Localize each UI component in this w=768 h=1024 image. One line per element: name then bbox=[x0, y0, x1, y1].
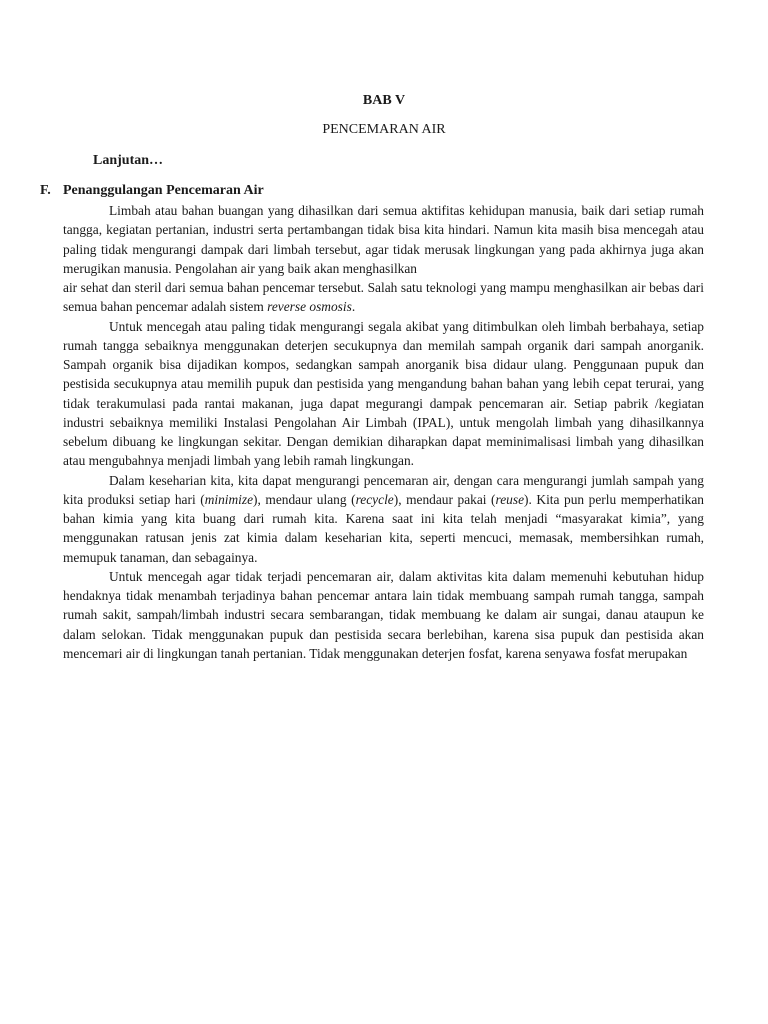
chapter-title: PENCEMARAN AIR bbox=[322, 122, 446, 137]
paragraph-3 bbox=[63, 471, 704, 567]
term-reuse: reuse bbox=[495, 491, 525, 507]
paragraph-2: Untuk mencegah atau paling tidak mengurangi segala akibat yang ditimbulkan oleh limbah berbahaya, setiap rumah tangga sebaiknya menggunakan deterjen secukupnya dan memilah sampah organik dari sampah anorganik. Sampah organik bisa dijadikan kompos, sedangkan sampah anorganik bisa didaur ulang. Penggunaan pupuk dan pestisida secukupnya atau memilih pupuk dan pestisida yang mengandung bahan bahan yang lebih cepat terurai, yang tidak terakumulasi pada rantai makanan, juga dapat megurangi dampak pencemaran air. Setiap pabrik /kegiatan industri sebaiknya memiliki Instalasi Pengolahan Air Limbah (IPAL), untuk mengolah limbah yang dihasilkannya sebelum dibuang ke lingkungan sekitar. Dengan demikian diharapkan dapat meminimalisasi limbah yang dihasilkan atau mengubahnya menjadi limbah yang lebih ramah lingkungan. bbox=[63, 318, 704, 469]
term-reverse-osmosis: reverse osmosis bbox=[267, 299, 352, 315]
continuation-label: Lanjutan… bbox=[93, 153, 164, 168]
term-minimize: minimize bbox=[204, 491, 254, 507]
paragraph-1-continued bbox=[63, 278, 704, 317]
paragraph-1-text: air sehat dan steril dari semua bahan pencemar tersebut. Salah satu teknologi yang mampu menghasilkan air bebas dari semua bahan pencemar adalah sistem bbox=[63, 280, 704, 315]
paragraph-1-lead: Limbah atau bahan buangan yang dihasilkan dari semua aktifitas kehidupan manusia, baik dari setiap rumah tangga, kegiatan pertanian, industri serta pertambangan tidak bisa kita hindari. Namun kita masih bisa mencegah atau paling tidak mengurangi dampak dari limbah tersebut, agar tidak merusak lingkungan yang pada akhirnya juga akan merugikan manusia. Pengolahan air yang baik akan menghasilkan bbox=[63, 203, 704, 276]
section-title: Penanggulangan Pencemaran Air bbox=[63, 183, 264, 198]
section-number: F. bbox=[40, 183, 51, 198]
paragraph-3-text-a: Dalam keseharian kita, kita dapat mengurangi pencemaran air, dengan cara mengurangi jumlah sampah yang kita produksi setiap hari ( bbox=[63, 472, 704, 507]
term-recycle: recycle bbox=[355, 491, 394, 507]
paragraph-4: Untuk mencegah agar tidak terjadi pencemaran air, dalam aktivitas kita dalam memenuhi kebutuhan hidup hendaknya tidak menambah terjadinya bahan pencemar antara lain tidak membuang sampah rumah tangga, sampah rumah sakit, sampah/limbah industri secara sembarangan, tidak membuang ke dalam air sungai, danau ataupun ke dalam selokan. Tidak menggunakan pupuk dan pestisida secara berlebihan, karena sisa pupuk dan pestisida akan mencemari air di lingkungan tanah pertanian. Tidak menggunakan deterjen fosfat, karena senyawa fosfat merupakan bbox=[63, 568, 704, 661]
chapter-heading: BAB V bbox=[362, 93, 406, 108]
paragraph-3-text-d: ). Kita pun perlu memperhatikan bahan kimia yang kita buang dari rumah kita. Karena saat ini kita telah menjadi “masyarakat kimia”, yang menggunakan ratusan jenis zat kimia dalam keseharian kita, seperti mencuci, memasak, membersihkan rumah, memupuk tanaman, dan sebagainya. bbox=[63, 491, 704, 565]
paragraph-3-text-c: ), mendaur pakai ( bbox=[393, 491, 496, 507]
section-heading bbox=[40, 183, 264, 199]
paragraph-3-text-b: ), mendaur ulang ( bbox=[253, 491, 356, 507]
document-body bbox=[63, 201, 704, 663]
paragraph-1-end: . bbox=[351, 299, 356, 315]
